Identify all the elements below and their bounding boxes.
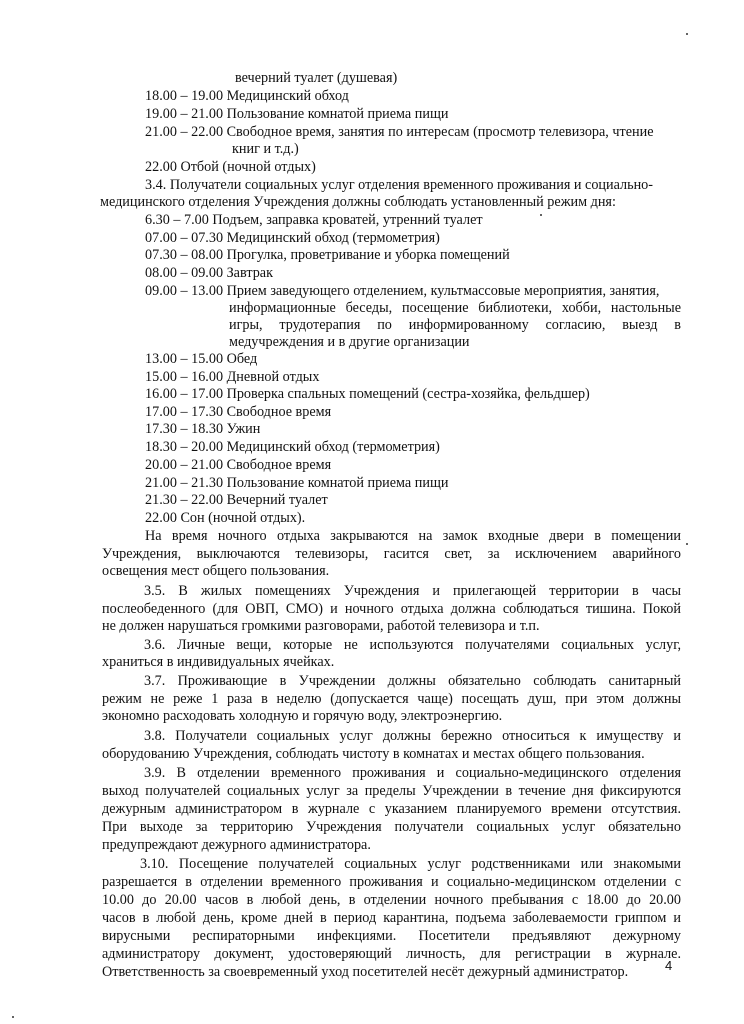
schedule-text: Свободное время: [226, 457, 332, 473]
schedule-time: 22.00: [145, 510, 177, 526]
schedule-text: медучреждения и в другие организации: [229, 334, 470, 350]
schedule-text: Свободное время, занятия по интересам (просмотр телевизора, чтение: [226, 124, 654, 140]
schedule-text: Пользование комнатой приема пищи: [226, 106, 449, 122]
schedule-line: [145, 230, 440, 247]
schedule-time: 17.30 – 18.30: [145, 421, 224, 437]
schedule-line: [235, 70, 397, 87]
paragraph-line: администратору документ, удостоверяющий личность, для регистрации в журнале.: [102, 946, 681, 962]
schedule-time: 21.30 – 22.00: [145, 492, 224, 508]
schedule-time: 17.00 – 17.30: [145, 404, 224, 420]
paragraph-line: 10.00 до 20.00 часов в любой день, в отделении ночного пребывания с 18.00 до 20.00: [102, 892, 681, 908]
schedule-text: Прогулка, проветривание и уборка помещений: [226, 247, 510, 263]
schedule-line: [145, 159, 316, 176]
paragraph-line: Ответственность за своевременный уход посетителей несёт дежурный администратор.: [102, 964, 629, 980]
schedule-time: 07.30 – 08.00: [145, 247, 224, 263]
schedule-time: 22.00: [145, 159, 177, 175]
schedule-line: [145, 106, 448, 123]
schedule-time: 18.00 – 19.00: [145, 88, 224, 104]
schedule-text: Подъем, заправка кроватей, утренний туалет: [212, 212, 483, 228]
schedule-time: 09.00 – 13.00: [145, 283, 224, 299]
scan-speck: [686, 33, 688, 35]
schedule-line: [145, 510, 305, 527]
schedule-text: Сон (ночной отдых).: [180, 510, 306, 526]
paragraph-line: медицинского отделения Учреждения должны соблюдать установленный режим дня:: [100, 194, 616, 210]
paragraph-line: послеобеденного (для ОВП, СМО) и ночного отдыха должна соблюдаться тишина. Покой: [102, 601, 681, 617]
schedule-text: Дневной отдых: [226, 369, 320, 385]
schedule-text: книг и т.д.): [232, 141, 299, 157]
schedule-line: [145, 283, 659, 300]
schedule-line: [145, 386, 590, 403]
schedule-time: 13.00 – 15.00: [145, 351, 224, 367]
paragraph-line: выход получателей социальных услуг за пределы Учреждении в течение дня фиксируются: [102, 783, 681, 799]
schedule-text: Медицинский обход (термометрия): [226, 230, 440, 246]
paragraph-line: При выходе за территорию Учреждения получатели социальных услуг обязательно: [102, 819, 681, 835]
schedule-text: Прием заведующего отделением, культмассовые мероприятия, занятия,: [226, 283, 660, 299]
paragraph-line: не должен нарушаться громкими разговорами, работой телевизора и т.п.: [102, 618, 540, 634]
schedule-text: Медицинский обход (термометрия): [226, 439, 440, 455]
paragraph-line: оборудованию Учреждения, соблюдать чистоту в комнатах и местах общего пользования.: [102, 746, 645, 762]
schedule-line: [145, 421, 260, 438]
paragraph-line: храниться в индивидуальных ячейках.: [102, 654, 335, 670]
schedule-line: [145, 404, 331, 421]
schedule-text: Пользование комнатой приема пищи: [226, 475, 449, 491]
paragraph-line: 3.10. Посещение получателей социальных услуг родственниками или знакомыми: [140, 856, 681, 872]
paragraph-line: дежурным администратором в журнале с указанием планируемого времени отсутствия.: [102, 801, 681, 817]
schedule-text: Свободное время: [226, 404, 332, 420]
page-number: 4: [665, 958, 673, 973]
schedule-line: [145, 351, 257, 368]
paragraph-line: 3.9. В отделении временного проживания и социально-медицинского отделения: [144, 765, 681, 781]
schedule-line: [232, 141, 299, 158]
paragraph-line: вирусными респираторными инфекциями. Посетители предъявляют дежурному: [102, 928, 681, 944]
paragraph-line: экономно расходовать холодную и горячую воду, электроэнергию.: [102, 708, 503, 724]
schedule-time: 16.00 – 17.00: [145, 386, 224, 402]
paragraph-line: 3.5. В жилых помещениях Учреждения и прилегающей территории в часы: [144, 583, 681, 599]
schedule-time: 15.00 – 16.00: [145, 369, 224, 385]
paragraph-line: Учреждения, выключаются телевизоры, гасится свет, за исключением аварийного: [102, 546, 681, 562]
schedule-time: 21.00 – 21.30: [145, 475, 224, 491]
schedule-text: Вечерний туалет: [226, 492, 328, 508]
schedule-text: игры, трудотерапия по информированному согласию, выезд в: [229, 317, 681, 333]
schedule-line: [145, 369, 319, 386]
schedule-time: 07.00 – 07.30: [145, 230, 224, 246]
schedule-time: 6.30 – 7.00: [145, 212, 209, 228]
scan-speck: [540, 214, 542, 216]
schedule-line: [145, 475, 448, 492]
paragraph-line: 3.4. Получатели социальных услуг отделения временного проживания и социально-: [145, 177, 653, 193]
paragraph-line: режим не реже 1 раза в неделю (допускается чаще) посещать душ, при этом должны: [102, 691, 681, 707]
schedule-text: Отбой (ночной отдых): [180, 159, 316, 175]
paragraph-line: 3.8. Получатели социальных услуг должны бережно относиться к имуществу и: [144, 728, 681, 744]
paragraph-line: 3.6. Личные вещи, которые не используются получателями социальных услуг,: [144, 637, 681, 653]
paragraph-line: На время ночного отдыха закрываются на замок входные двери в помещении: [145, 528, 681, 544]
schedule-text: Проверка спальных помещений (сестра-хозяйка, фельдшер): [226, 386, 590, 402]
schedule-line: [145, 492, 328, 509]
schedule-line: [145, 88, 349, 105]
schedule-text: Ужин: [226, 421, 261, 437]
scan-speck: [12, 1016, 14, 1018]
schedule-time: 19.00 – 21.00: [145, 106, 224, 122]
schedule-line: [145, 265, 273, 282]
schedule-text: Завтрак: [226, 265, 273, 281]
paragraph-line: 3.7. Проживающие в Учреждении должны обязательно соблюдать санитарный: [144, 673, 681, 689]
schedule-time: 21.00 – 22.00: [145, 124, 224, 140]
schedule-text: информационные беседы, посещение библиотеки, хобби, настольные: [229, 300, 681, 316]
schedule-time: 08.00 – 09.00: [145, 265, 224, 281]
schedule-text: вечерний туалет (душевая): [235, 70, 398, 86]
schedule-time: 20.00 – 21.00: [145, 457, 224, 473]
schedule-line: [145, 439, 440, 456]
scan-speck: [686, 543, 688, 545]
schedule-time: 18.30 – 20.00: [145, 439, 224, 455]
schedule-text: Медицинский обход: [226, 88, 349, 104]
paragraph-line: предупреждают дежурного администратора.: [102, 837, 371, 853]
paragraph-line: часов в любой день, кроме дней в период карантина, подъема заболеваемости гриппом и: [102, 910, 681, 926]
paragraph-line: разрешается в отделении временного проживания и социально-медицинском отделении с: [102, 874, 681, 890]
schedule-text: Обед: [226, 351, 258, 367]
paragraph-line: освещения мест общего пользования.: [102, 563, 330, 579]
schedule-line: [145, 124, 654, 141]
schedule-line: [145, 247, 510, 264]
schedule-line: [145, 457, 331, 474]
schedule-line: [145, 212, 483, 229]
